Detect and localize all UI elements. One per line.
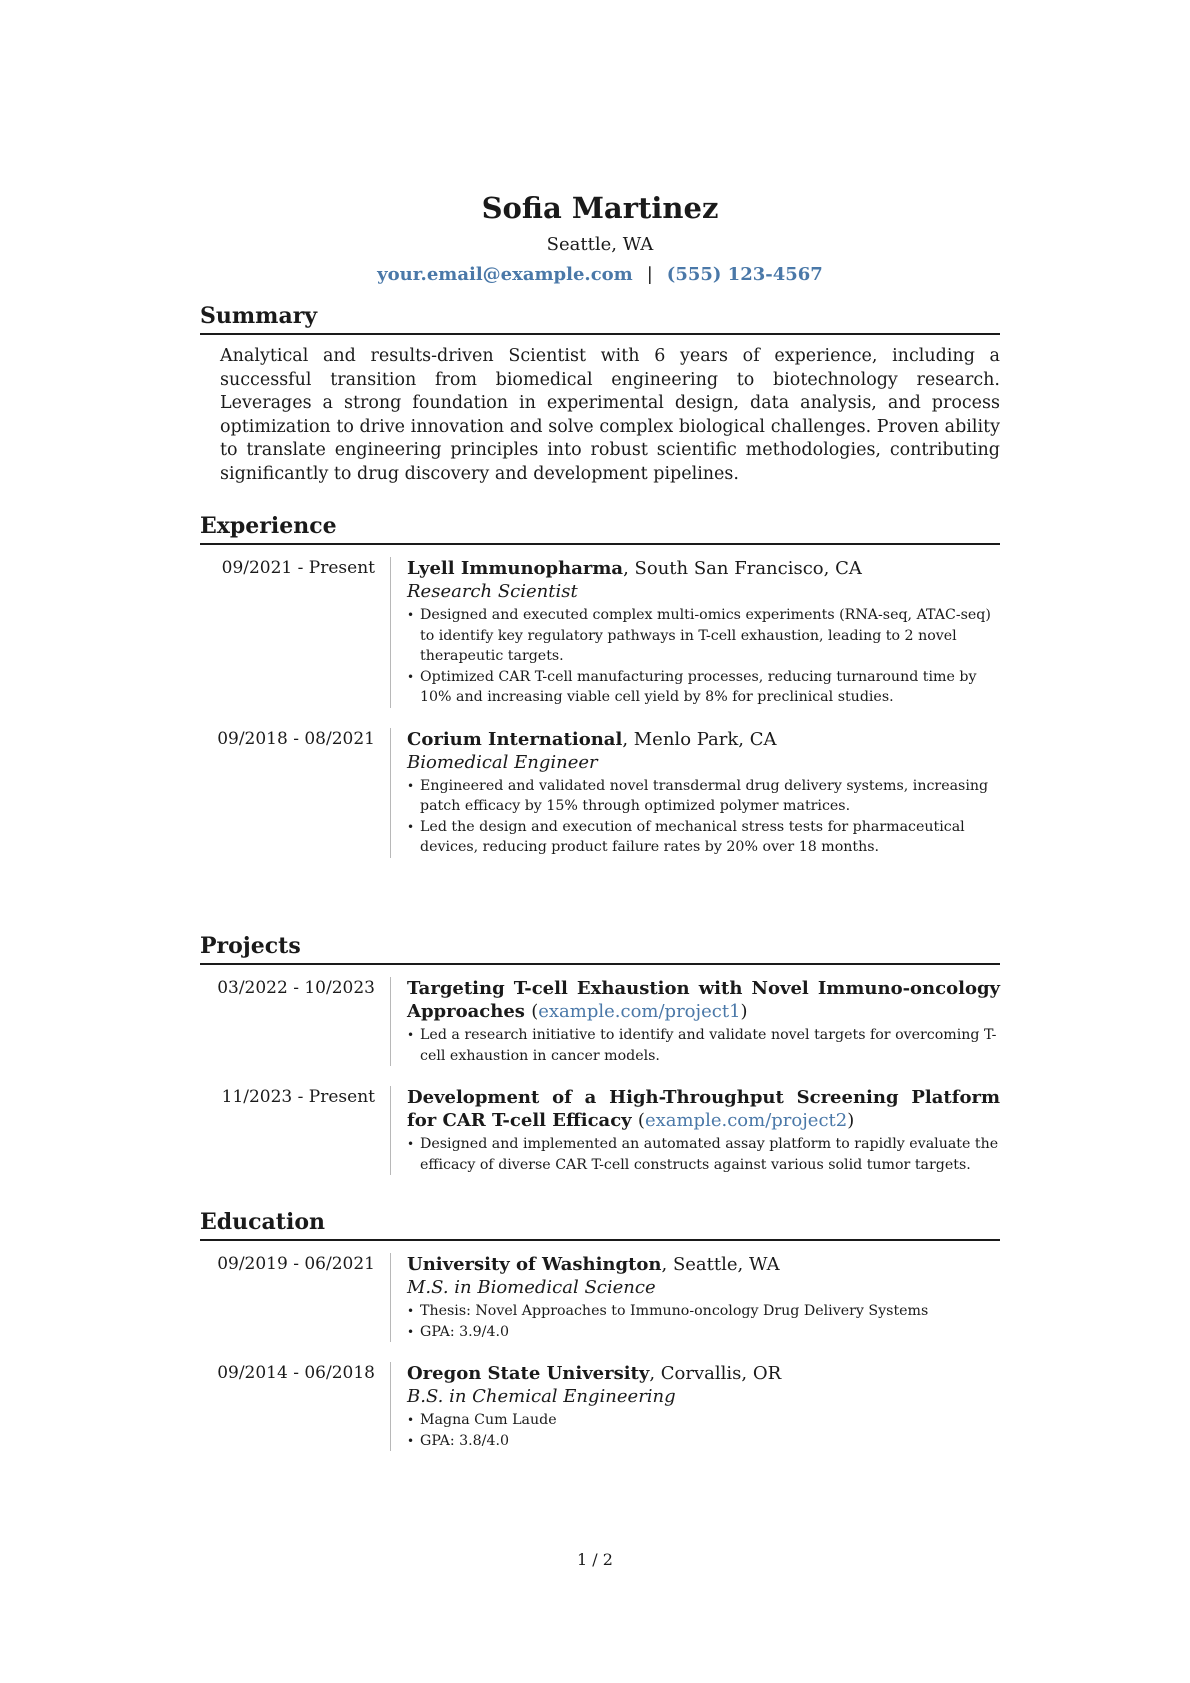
entry-body <box>390 1086 1000 1175</box>
entry-bullets <box>407 776 1000 858</box>
bullet-item: • Designed and implemented an automated assay platform to rapidly evaluate the efficacy of diverse CAR T-cell constructs against various solid tumor targets. <box>407 1134 1000 1175</box>
experience-section <box>200 512 1000 858</box>
entry-date: 09/2019 - 06/2021 <box>217 1254 375 1274</box>
entry-body <box>390 728 1000 858</box>
education-entry <box>200 1253 1000 1342</box>
bullet-item: • Designed and executed complex multi-omics experiments (RNA-seq, ATAC-seq) to identify key regulatory pathways in T-cell exhaustion, leading to 2 novel therapeutic targets. <box>407 605 1000 667</box>
summary-text: Analytical and results-driven Scientist with 6 years of experience, including a successful transition from biomedical engineering to biotechnology research. Leverages a strong foundation in experimental design, data analysis, and process optimization to drive innovation and solve complex biological challenges. Proven ability to translate engineering principles into robust scientific methodologies, contributing significantly to drug discovery and development pipelines. <box>220 346 1000 484</box>
resume-header <box>200 190 1000 288</box>
bullet-item: • GPA: 3.8/4.0 <box>407 1431 1000 1452</box>
entry-location: , Corvallis, OR <box>649 1363 782 1384</box>
candidate-location: Seattle, WA <box>546 234 654 255</box>
entry-date: 11/2023 - Present <box>221 1087 375 1107</box>
project-title-line: Targeting T-cell Exhaustion with Novel Immuno-oncology Approaches (example.com/project1) <box>407 978 1000 1022</box>
entry-body <box>390 557 1000 708</box>
entry-date: 03/2022 - 10/2023 <box>217 978 375 998</box>
section-title-experience: Experience <box>200 512 1000 545</box>
entry-date: 09/2021 - Present <box>221 558 375 578</box>
project-link[interactable]: example.com/project2 <box>644 1110 848 1131</box>
bullet-item: • Engineered and validated novel transdermal drug delivery systems, increasing patch efficacy by 15% through optimized polymer matrices. <box>407 776 1000 817</box>
entry-org-line <box>407 557 1000 580</box>
bullet-item: • Thesis: Novel Approaches to Immuno-oncology Drug Delivery Systems <box>407 1301 1000 1322</box>
email-link[interactable]: your.email@example.com <box>377 264 633 285</box>
bullet-item: • Led the design and execution of mechanical stress tests for pharmaceutical devices, reducing product failure rates by 20% over 18 months. <box>407 817 1000 858</box>
entry-role: Biomedical Engineer <box>407 751 598 773</box>
contact-separator: | <box>646 264 653 285</box>
entry-degree: B.S. in Chemical Engineering <box>407 1386 676 1407</box>
entry-body <box>390 977 1000 1066</box>
project-entry <box>200 977 1000 1066</box>
entry-body <box>390 1362 1000 1451</box>
entry-degree: M.S. in Biomedical Science <box>407 1277 656 1298</box>
entry-location: , South San Francisco, CA <box>623 558 862 579</box>
project-entry <box>200 1086 1000 1175</box>
entry-location: , Seattle, WA <box>661 1254 780 1275</box>
entry-role: Research Scientist <box>407 581 578 602</box>
entry-org-line <box>407 1253 1000 1276</box>
experience-entry <box>200 557 1000 708</box>
entry-bullets <box>407 605 1000 708</box>
page-number: 1 / 2 <box>577 1550 613 1569</box>
project-link[interactable]: example.com/project1 <box>538 1001 741 1022</box>
project-title-line: Development of a High-Throughput Screening Platform for CAR T-cell Efficacy (example.com/project2) <box>407 1087 1000 1131</box>
entry-bullets <box>407 1025 1000 1066</box>
bullet-item: • GPA: 3.9/4.0 <box>407 1322 1000 1343</box>
entry-bullets <box>407 1410 1000 1451</box>
section-title-summary: Summary <box>200 302 1000 335</box>
project-name: Targeting T-cell Exhaustion with Novel Immuno-oncology Approaches <box>407 978 1000 1022</box>
phone-link[interactable]: (555) 123-4567 <box>666 264 823 285</box>
section-title-education: Education <box>200 1208 1000 1241</box>
education-section <box>200 1208 1000 1451</box>
experience-entry <box>200 728 1000 858</box>
entry-org: University of Washington <box>407 1254 662 1275</box>
candidate-name: Sofia Martinez <box>481 191 719 225</box>
entry-bullets <box>407 1134 1000 1175</box>
summary-section <box>200 302 1000 486</box>
bullet-item: • Led a research initiative to identify and validate novel targets for overcoming T-cell exhaustion in cancer models. <box>407 1025 1000 1066</box>
bullet-item: • Magna Cum Laude <box>407 1410 1000 1431</box>
entry-bullets <box>407 1301 1000 1342</box>
section-title-projects: Projects <box>200 932 1000 965</box>
project-name: Development of a High-Throughput Screening Platform for CAR T-cell Efficacy <box>407 1087 1000 1131</box>
projects-section <box>200 932 1000 1175</box>
entry-org-line <box>407 1362 1000 1385</box>
entry-org-line <box>407 728 1000 751</box>
entry-location: , Menlo Park, CA <box>622 728 777 750</box>
contact-line <box>200 262 1000 288</box>
entry-date: 09/2018 - 08/2021 <box>217 728 375 749</box>
education-entry <box>200 1362 1000 1451</box>
bullet-item: • Optimized CAR T-cell manufacturing processes, reducing turnaround time by 10% and increasing viable cell yield by 8% for preclinical studies. <box>407 667 1000 708</box>
entry-org: Corium International <box>407 728 623 750</box>
entry-body <box>390 1253 1000 1342</box>
entry-org: Oregon State University <box>407 1363 650 1384</box>
entry-org: Lyell Immunopharma <box>407 558 624 579</box>
entry-date: 09/2014 - 06/2018 <box>217 1363 375 1383</box>
